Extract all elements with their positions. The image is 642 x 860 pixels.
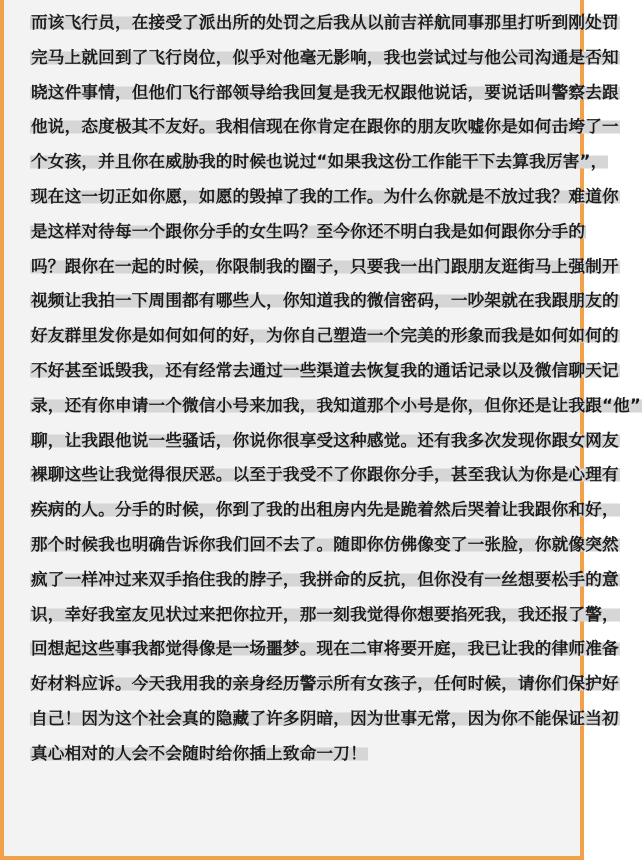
frame-bottom-border xyxy=(0,856,584,860)
line-text: 晓这件事情，但他们飞行部领导给我回复是我无权跟他说话，要说话叫警察去跟 xyxy=(31,82,619,102)
text-line xyxy=(30,389,641,424)
line-text: 现在这一切正如你愿，如愿的毁掉了我的工作。为什么你就是不放过我？难道你 xyxy=(31,186,619,206)
line-text: 个女孩，并且你在威胁我的时候也说过“如果我这份工作能干下去算我厉害”， xyxy=(31,152,608,172)
text-line xyxy=(30,632,619,667)
line-text: 而该飞行员，在接受了派出所的处罚之后我从以前吉祥航同事那里打听到刚处罚 xyxy=(31,13,619,32)
text-line xyxy=(30,6,619,41)
line-text: 不好甚至诋毁我，还有经常去通过一些渠道去恢复我的通话记录以及微信聊天记 xyxy=(31,360,619,380)
article-body xyxy=(30,6,641,772)
text-line xyxy=(30,354,619,389)
line-text: 自己！因为这个社会真的隐藏了许多阴暗，因为世事无常，因为你不能保证当初 xyxy=(31,708,619,728)
line-text: 是这样对待每一个跟你分手的女生吗？至今你还不明白我是如何跟你分手的 xyxy=(31,221,586,241)
text-line xyxy=(30,702,619,737)
line-text: 录，还有你申请一个微信小号来加我，我知道那个小号是你，但你还是让我跟“他” xyxy=(31,395,641,415)
text-line xyxy=(30,528,619,563)
text-line xyxy=(30,250,619,285)
text-line xyxy=(30,284,619,319)
text-line xyxy=(30,145,608,180)
line-text: 疾病的人。分手的时候，你到了我的出租房内先是跪着然后哭着让我跟你和好， xyxy=(31,500,619,520)
frame-left-border xyxy=(0,0,4,860)
text-line xyxy=(30,41,619,76)
line-text: 回想起这些事我都觉得像是一场噩梦。现在二审将要开庭，我已让我的律师准备 xyxy=(31,639,619,659)
text-line xyxy=(30,458,619,493)
line-text: 那个时候我也明确告诉你我们回不去了。随即你仿佛像变了一张脸，你就像突然 xyxy=(31,534,619,554)
text-line xyxy=(30,110,619,145)
text-line xyxy=(30,180,619,215)
line-text: 完马上就回到了飞行岗位，似乎对他毫无影响，我也尝试过与他公司沟通是否知 xyxy=(31,47,619,67)
line-text: 吗？跟你在一起的时候，你限制我的圈子，只要我一出门跟朋友逛街马上强制开 xyxy=(31,256,619,276)
line-text: 真心相对的人会不会随时给你插上致命一刀！ xyxy=(31,743,367,763)
line-text: 聊，让我跟他说一些骚话，你说你很享受这种感觉。还有我多次发现你跟女网友 xyxy=(31,430,619,450)
line-text: 他说，态度极其不友好。我相信现在你肯定在跟你的朋友吹嘘你是如何击垮了一 xyxy=(31,117,619,137)
line-text: 好友群里发你是如何如何的好，为你自己塑造一个完美的形象而我是如何如何的 xyxy=(31,326,619,346)
text-line xyxy=(30,76,619,111)
line-text: 裸聊这些让我觉得很厌恶。以至于我受不了你跟你分手，甚至我认为你是心理有 xyxy=(31,465,619,485)
text-line xyxy=(30,215,586,250)
text-line xyxy=(30,424,619,459)
text-line xyxy=(30,737,558,772)
text-line xyxy=(30,667,619,702)
line-text: 好材料应诉。今天我用我的亲身经历警示所有女孩子，任何时候，请你们保护好 xyxy=(31,674,619,694)
text-line xyxy=(30,563,619,598)
text-line xyxy=(30,319,619,354)
text-line xyxy=(30,598,619,633)
line-text: 识，幸好我室友见状过来把你拉开，那一刻我觉得你想要掐死我，我还报了警， xyxy=(31,604,619,624)
line-text: 疯了一样冲过来双手掐住我的脖子，我拼命的反抗，但你没有一丝想要松手的意 xyxy=(31,569,619,589)
line-text: 视频让我拍一下周围都有哪些人，你知道我的微信密码，一吵架就在我跟朋友的 xyxy=(31,291,619,311)
text-line xyxy=(30,493,619,528)
